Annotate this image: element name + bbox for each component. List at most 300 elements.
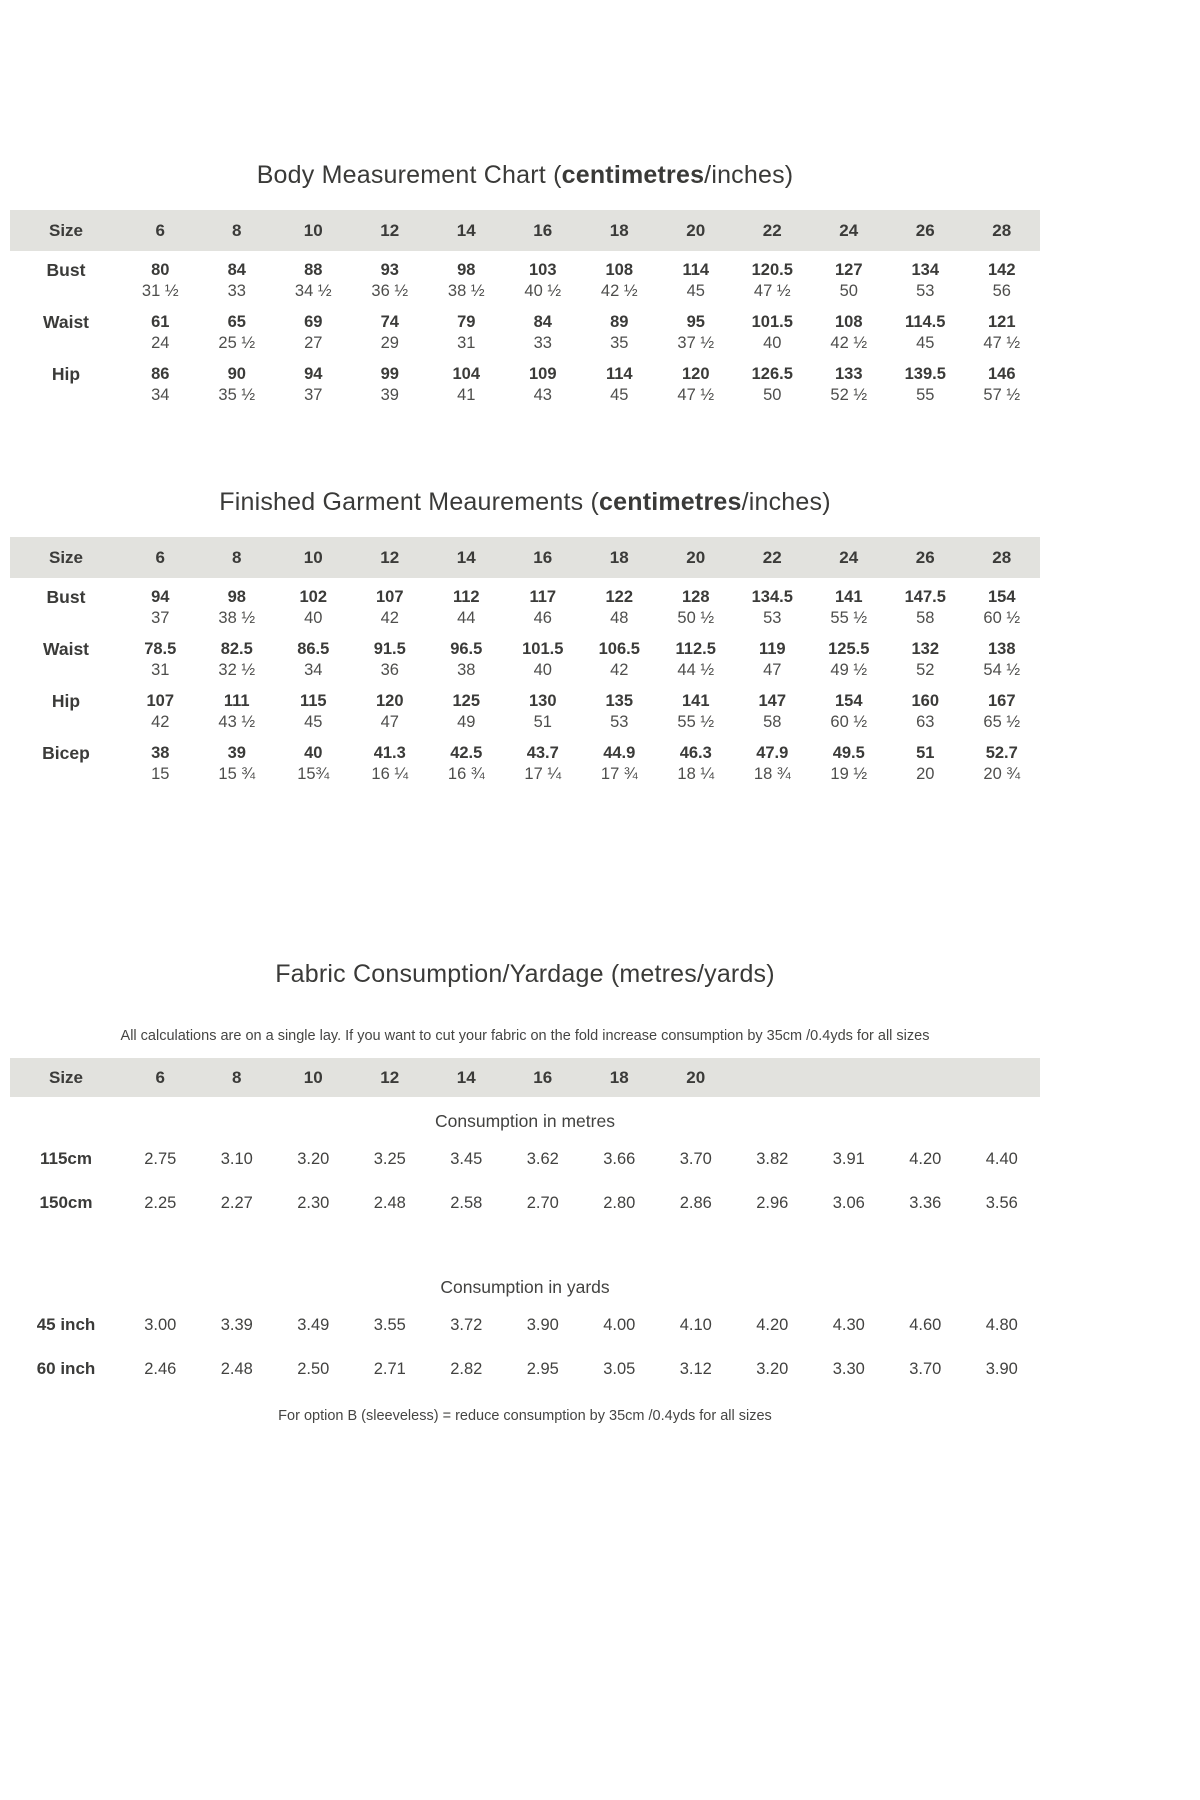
size-header-row [10,537,1040,578]
inches-value: 41 [457,386,476,404]
fabric-value: 3.30 [832,1359,865,1378]
inches-value: 53 [916,282,935,300]
cm-value: 122 [605,588,634,606]
yards-row-45-inch [10,1303,1040,1347]
measurement-cell [275,682,352,734]
fabric-value: 2.30 [297,1193,330,1212]
cm-value: 43.7 [526,744,559,762]
cm-value: 128 [681,588,710,606]
measurement-cell [428,303,505,355]
fabric-value: 4.80 [985,1315,1018,1334]
cm-value: 47.9 [756,744,789,762]
measurement-cell [964,630,1041,682]
body-measurement-section [10,160,1040,407]
cm-value: 111 [223,692,250,710]
inches-value: 33 [533,334,552,352]
measurement-cell [199,578,276,630]
inches-value: 32 ½ [218,661,256,679]
body-chart-title-unit: centimetres [561,161,705,189]
inches-value: 60 ½ [983,609,1021,627]
measurement-cell [275,630,352,682]
cm-value: 132 [911,640,940,658]
cm-value: 154 [834,692,863,710]
size-header-cell: 28 [964,210,1041,251]
fabric-value: 3.62 [526,1149,559,1168]
fabric-value: 3.10 [220,1149,253,1168]
size-header-cell: 18 [581,1058,658,1097]
garment-measurement-table [10,537,1040,786]
measurement-row-label: Hip [51,691,81,711]
inches-value: 50 [763,386,782,404]
size-header-cell: 14 [428,210,505,251]
measurement-cell [581,682,658,734]
cm-value: 112 [452,588,480,606]
fabric-consumption-section [10,959,1040,1424]
inches-value: 39 [380,386,399,404]
inches-value: 42 [380,609,399,627]
size-header-cell: 14 [428,537,505,578]
fabric-value: 2.27 [220,1193,253,1212]
size-header-cell: 20 [658,210,735,251]
inches-value: 35 ½ [218,386,256,404]
size-header-cell: 26 [887,210,964,251]
fabric-value: 3.90 [985,1359,1018,1378]
inches-value: 15¾ [297,765,330,783]
size-header-cell: 10 [275,1058,352,1097]
inches-value: 35 [610,334,629,352]
size-header-cell: 6 [122,1058,199,1097]
cm-value: 61 [151,313,170,331]
measurement-cell [734,251,811,303]
inches-value: 45 [610,386,629,404]
inches-value: 63 [916,713,935,731]
cm-value: 147 [758,692,787,710]
measurement-cell [428,578,505,630]
measurement-cell [811,682,888,734]
measurement-cell [658,251,735,303]
inches-value: 29 [380,334,399,352]
measurement-cell [505,682,582,734]
inches-value: 27 [304,334,323,352]
measurement-cell [964,303,1041,355]
size-header-cell: 18 [581,537,658,578]
metres-row-150cm [10,1181,1040,1225]
fabric-value: 4.60 [909,1315,942,1334]
inches-value: 45 [304,713,323,731]
cm-value: 106.5 [598,640,640,658]
measurement-cell [887,682,964,734]
fabric-value: 2.48 [373,1193,406,1212]
size-header-cell: 26 [887,537,964,578]
cm-value: 146 [987,365,1016,383]
size-header-cell: 20 [658,1058,735,1097]
size-header-cell: 12 [352,1058,429,1097]
size-chart-page [10,0,1040,1424]
inches-value: 65 ½ [983,713,1021,731]
inches-value: 20 ¾ [983,765,1021,783]
cm-value: 79 [457,313,476,331]
cm-value: 102 [299,588,328,606]
measurement-cell [428,630,505,682]
garment-chart-title-unit: centimetres [599,488,742,516]
cm-value: 90 [227,365,246,383]
measurement-cell [658,303,735,355]
fabric-value: 2.80 [603,1193,636,1212]
cm-value: 95 [686,313,705,331]
inches-value: 44 [457,609,476,627]
measurement-row-label: Bust [46,587,86,607]
measurement-cell [352,251,429,303]
fabric-value: 3.82 [756,1149,789,1168]
measurement-cell [199,630,276,682]
inches-value: 38 [457,661,476,679]
inches-value: 42 ½ [600,282,638,300]
measurement-cell [887,251,964,303]
measurement-cell [352,734,429,786]
fabric-value: 4.10 [679,1315,712,1334]
cm-value: 114.5 [905,313,946,331]
measurement-cell [581,578,658,630]
fabric-value: 3.06 [832,1193,865,1212]
size-header-cell: 24 [811,210,888,251]
inches-value: 42 ½ [830,334,868,352]
measurement-cell [811,303,888,355]
fabric-value: 2.46 [144,1359,177,1378]
cm-value: 82.5 [220,640,253,658]
fabric-value: 3.05 [603,1359,636,1378]
fabric-value: 3.45 [450,1149,483,1168]
cm-value: 107 [146,692,175,710]
measurement-cell [352,303,429,355]
inches-value: 18 ¼ [677,765,715,783]
cm-value: 154 [987,588,1016,606]
size-header-label: Size [10,1058,122,1097]
cm-value: 94 [151,588,170,606]
fabric-value: 3.72 [450,1315,483,1334]
measurement-cell [275,251,352,303]
inches-value: 54 ½ [983,661,1021,679]
measurement-cell [275,734,352,786]
inches-value: 38 ½ [447,282,485,300]
garment-measurement-section [10,487,1040,786]
body-measurement-table [10,210,1040,407]
measurement-cell [581,355,658,407]
size-header-empty [811,1058,888,1097]
measurement-cell [275,578,352,630]
cm-value: 89 [610,313,629,331]
measurement-cell [428,251,505,303]
size-header-cell: 22 [734,210,811,251]
cm-value: 104 [452,365,481,383]
inches-value: 53 [610,713,629,731]
inches-value: 49 ½ [830,661,868,679]
measurement-cell [734,303,811,355]
inches-value: 31 ½ [141,282,179,300]
inches-value: 24 [151,334,170,352]
measurement-cell [658,682,735,734]
fabric-value: 2.75 [144,1149,177,1168]
fabric-row-label: 115cm [40,1149,92,1168]
cm-value: 101.5 [522,640,564,658]
cm-value: 103 [528,261,557,279]
measurement-cell [811,630,888,682]
cm-value: 142 [987,261,1016,279]
cm-value: 141 [681,692,710,710]
inches-value: 47 ½ [983,334,1021,352]
cm-value: 107 [375,588,404,606]
fabric-value: 3.20 [297,1149,330,1168]
cm-value: 108 [605,261,634,279]
inches-value: 57 ½ [983,386,1021,404]
inches-value: 51 [533,713,552,731]
fabric-value: 3.36 [909,1193,942,1212]
measurement-cell [199,303,276,355]
measurement-cell [122,734,199,786]
measurement-cell [122,303,199,355]
size-header-cell: 6 [122,537,199,578]
measurement-cell [122,251,199,303]
body-chart-title [10,160,1040,190]
cm-value: 93 [380,261,399,279]
size-header-cell: 16 [505,537,582,578]
cm-value: 114 [682,261,710,279]
fabric-consumption-table [10,1058,1040,1391]
cm-value: 121 [987,313,1016,331]
fabric-value: 4.20 [756,1315,789,1334]
size-header-empty [734,1058,811,1097]
measurement-cell [581,251,658,303]
cm-value: 135 [605,692,634,710]
cm-value: 167 [987,692,1016,710]
size-header-empty [887,1058,964,1097]
cm-value: 134 [911,261,940,279]
cm-value: 49.5 [832,744,865,762]
inches-value: 19 ½ [830,765,868,783]
measurement-cell [658,734,735,786]
cm-value: 42.5 [450,744,483,762]
cm-value: 99 [380,365,399,383]
measurement-cell [887,355,964,407]
cm-value: 120.5 [751,261,793,279]
measurement-cell [964,355,1041,407]
size-header-cell: 28 [964,537,1041,578]
cm-value: 130 [528,692,557,710]
size-header-cell: 16 [505,210,582,251]
measurement-cell [199,734,276,786]
fabric-chart-note: All calculations are on a single lay. If you want to cut your fabric on the fold increase consumption by 35cm /0.4yds for all sizes [120,1028,930,1044]
cm-value: 98 [457,261,476,279]
cm-value: 117 [529,588,557,606]
measurement-cell [122,682,199,734]
measurement-cell [122,630,199,682]
inches-value: 20 [916,765,935,783]
cm-value: 109 [528,365,557,383]
fabric-value: 3.39 [220,1315,253,1334]
fabric-value: 2.95 [526,1359,559,1378]
inches-value: 44 ½ [677,661,715,679]
body-chart-title-text: Body Measurement Chart ( [256,161,562,189]
measurement-cell [352,578,429,630]
size-header-cell: 22 [734,537,811,578]
inches-value: 52 [916,661,935,679]
garment-chart-title-suffix: /inches) [741,488,831,516]
fabric-value: 4.30 [832,1315,865,1334]
fabric-value: 3.49 [297,1315,330,1334]
inches-value: 34 [151,386,170,404]
inches-value: 55 [916,386,935,404]
inches-value: 47 [763,661,782,679]
fabric-row-label: 150cm [39,1193,93,1212]
inches-value: 33 [227,282,246,300]
inches-value: 58 [763,713,782,731]
measurement-cell [887,630,964,682]
cm-value: 46.3 [679,744,712,762]
fabric-value: 3.25 [373,1149,406,1168]
measurement-cell [352,630,429,682]
inches-value: 47 ½ [677,386,715,404]
cm-value: 141 [834,588,863,606]
yards-row-60-inch [10,1347,1040,1391]
inches-value: 18 ¾ [753,765,791,783]
inches-value: 38 ½ [218,609,256,627]
fabric-value: 2.82 [450,1359,483,1378]
measurement-cell [275,355,352,407]
inches-value: 46 [533,609,552,627]
size-header-label: Size [10,210,122,251]
cm-value: 125 [452,692,481,710]
cm-value: 133 [834,365,863,383]
yards-header-row [10,1225,1040,1303]
cm-value: 52.7 [985,744,1018,762]
inches-value: 34 ½ [294,282,332,300]
inches-value: 56 [992,282,1011,300]
measurement-row-label: Waist [42,312,90,332]
fabric-chart-footer: For option B (sleeveless) = reduce consumption by 35cm /0.4yds for all sizes [278,1408,772,1424]
inches-value: 34 [304,661,323,679]
inches-value: 47 ½ [753,282,791,300]
measurement-cell [122,578,199,630]
measurement-row-waist [10,303,1040,355]
measurement-cell [199,251,276,303]
fabric-value: 3.70 [909,1359,942,1378]
cm-value: 139.5 [904,365,946,383]
inches-value: 40 [533,661,552,679]
size-header-row [10,1058,1040,1097]
measurement-cell [658,355,735,407]
cm-value: 125.5 [828,640,870,658]
inches-value: 31 [457,334,476,352]
cm-value: 84 [533,313,552,331]
fabric-value: 2.70 [526,1193,559,1212]
inches-value: 37 [151,609,170,627]
size-header-cell: 10 [275,210,352,251]
measurement-cell [505,578,582,630]
cm-value: 134.5 [751,588,793,606]
fabric-value: 3.55 [373,1315,406,1334]
cm-value: 86.5 [297,640,330,658]
measurement-row-label: Waist [42,639,90,659]
inches-value: 49 [457,713,476,731]
size-header-cell: 16 [505,1058,582,1097]
size-header-cell: 18 [581,210,658,251]
cm-value: 74 [380,313,399,331]
size-header-empty [964,1058,1041,1097]
inches-value: 50 ½ [677,609,715,627]
inches-value: 60 ½ [830,713,868,731]
size-header-cell: 8 [199,210,276,251]
inches-value: 55 ½ [830,609,868,627]
measurement-cell [505,630,582,682]
inches-value: 43 ½ [218,713,256,731]
cm-value: 98 [227,588,246,606]
measurement-cell [275,303,352,355]
measurement-cell [734,578,811,630]
measurement-cell [887,578,964,630]
cm-value: 126.5 [751,365,793,383]
fabric-row-label: 45 inch [36,1315,96,1334]
measurement-cell [811,355,888,407]
measurement-cell [352,682,429,734]
measurement-cell [505,355,582,407]
yards-header: Consumption in yards [440,1277,610,1297]
cm-value: 138 [987,640,1016,658]
cm-value: 94 [304,365,323,383]
cm-value: 38 [151,744,170,762]
fabric-value: 3.91 [832,1149,865,1168]
measurement-cell [505,734,582,786]
cm-value: 86 [151,365,170,383]
fabric-value: 2.48 [220,1359,253,1378]
measurement-cell [964,734,1041,786]
cm-value: 41.3 [373,744,406,762]
cm-value: 120 [375,692,404,710]
inches-value: 48 [610,609,629,627]
size-header-cell: 10 [275,537,352,578]
size-header-cell: 12 [352,537,429,578]
fabric-value: 3.70 [679,1149,712,1168]
inches-value: 42 [151,713,170,731]
measurement-cell [964,682,1041,734]
inches-value: 37 [304,386,323,404]
inches-value: 15 [151,765,170,783]
measurement-row-bust [10,578,1040,630]
fabric-value: 3.20 [756,1359,789,1378]
measurement-cell [428,682,505,734]
measurement-cell [734,355,811,407]
inches-value: 45 [916,334,935,352]
cm-value: 44.9 [603,744,636,762]
measurement-cell [811,578,888,630]
size-header-cell: 8 [199,1058,276,1097]
measurement-cell [887,734,964,786]
measurement-row-hip [10,682,1040,734]
inches-value: 25 ½ [218,334,256,352]
inches-value: 16 ¾ [447,765,485,783]
metres-header-row [10,1097,1040,1137]
size-header-row [10,210,1040,251]
fabric-value: 2.71 [373,1359,406,1378]
cm-value: 119 [758,640,786,658]
inches-value: 17 ¼ [524,765,562,783]
measurement-cell [581,303,658,355]
fabric-value: 3.66 [603,1149,636,1168]
inches-value: 40 [763,334,782,352]
measurement-row-bust [10,251,1040,303]
measurement-cell [505,303,582,355]
measurement-cell [199,682,276,734]
cm-value: 78.5 [144,640,177,658]
size-header-cell: 24 [811,537,888,578]
